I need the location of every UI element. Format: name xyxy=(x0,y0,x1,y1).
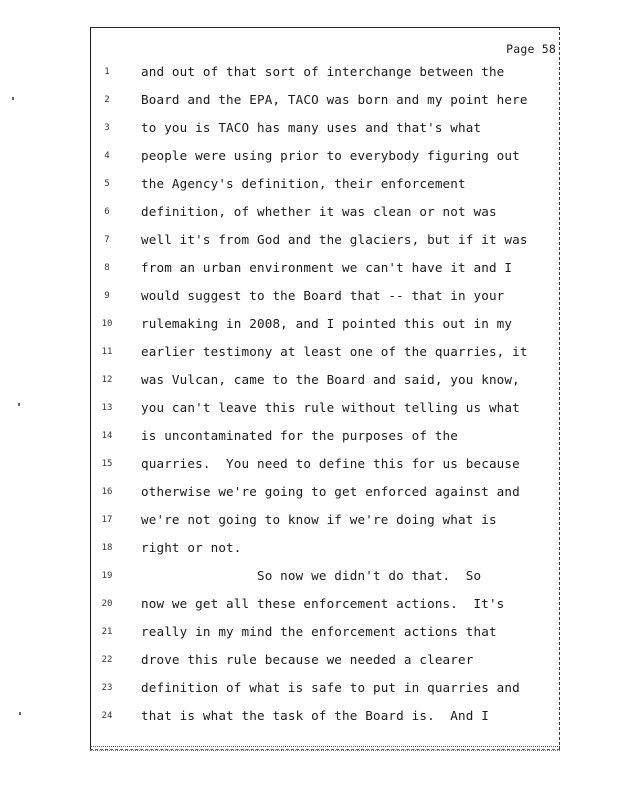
transcript-line xyxy=(0,562,618,590)
line-text: otherwise we're going to get enforced against and xyxy=(141,484,520,499)
transcript-line xyxy=(0,282,618,310)
transcript-line xyxy=(0,422,618,450)
line-text: definition of what is safe to put in quarries and xyxy=(141,680,520,695)
scan-speck xyxy=(18,403,20,406)
line-text: is uncontaminated for the purposes of the xyxy=(141,428,459,443)
line-number: 17 xyxy=(101,515,113,525)
line-number: 21 xyxy=(101,627,113,637)
line-text: rulemaking in 2008, and I pointed this out in my xyxy=(141,316,513,331)
line-text: drove this rule because we needed a clearer xyxy=(141,652,474,667)
transcript-line xyxy=(0,310,618,338)
transcript-line xyxy=(0,114,618,142)
line-number: 24 xyxy=(101,711,113,721)
line-number: 6 xyxy=(104,207,110,217)
line-text: that is what the task of the Board is. And I xyxy=(141,708,489,723)
transcript-line xyxy=(0,590,618,618)
line-text: right or not. xyxy=(141,540,242,555)
transcript-line xyxy=(0,506,618,534)
line-number: 12 xyxy=(101,375,113,385)
line-text: well it's from God and the glaciers, but if it was xyxy=(141,232,528,247)
transcript-line xyxy=(0,86,618,114)
line-text: the Agency's definition, their enforcement xyxy=(141,176,466,191)
line-number: 22 xyxy=(101,655,113,665)
transcript-line xyxy=(0,478,618,506)
line-text: we're not going to know if we're doing what is xyxy=(141,512,497,527)
line-text: from an urban environment we can't have it and I xyxy=(141,260,513,275)
line-number: 5 xyxy=(104,179,110,189)
line-text: earlier testimony at least one of the quarries, it xyxy=(141,344,528,359)
transcript-line xyxy=(0,450,618,478)
line-text: to you is TACO has many uses and that's what xyxy=(141,120,482,135)
line-text: really in my mind the enforcement actions that xyxy=(141,624,497,639)
line-number: 4 xyxy=(104,151,110,161)
transcript-line xyxy=(0,338,618,366)
line-text: definition, of whether it was clean or not was xyxy=(141,204,497,219)
scan-speck xyxy=(12,97,14,100)
line-number: 7 xyxy=(104,235,110,245)
transcript-line xyxy=(0,142,618,170)
line-number: 14 xyxy=(101,431,113,441)
scan-speck xyxy=(19,712,21,715)
line-text: and out of that sort of interchange between the xyxy=(141,64,505,79)
page-number: Page 58 xyxy=(506,42,556,56)
transcript-line xyxy=(0,702,618,730)
line-text: would suggest to the Board that -- that in your xyxy=(141,288,505,303)
transcript-line xyxy=(0,534,618,562)
transcript-line xyxy=(0,674,618,702)
line-text: So now we didn't do that. So xyxy=(141,568,482,583)
line-number: 9 xyxy=(104,291,110,301)
transcript-line xyxy=(0,58,618,86)
transcript-line xyxy=(0,226,618,254)
transcript-lines xyxy=(0,58,618,730)
transcript-line xyxy=(0,170,618,198)
line-number: 15 xyxy=(101,459,113,469)
line-number: 2 xyxy=(104,95,110,105)
line-number: 8 xyxy=(104,263,110,273)
line-number: 11 xyxy=(101,347,113,357)
line-number: 3 xyxy=(104,123,110,133)
line-number: 13 xyxy=(101,403,113,413)
transcript-line xyxy=(0,618,618,646)
line-number: 23 xyxy=(101,683,113,693)
line-number: 10 xyxy=(101,319,113,329)
line-text: people were using prior to everybody figuring out xyxy=(141,148,520,163)
transcript-line xyxy=(0,254,618,282)
bottom-rule xyxy=(90,746,560,751)
line-number: 18 xyxy=(101,543,113,553)
line-text: now we get all these enforcement actions. It's xyxy=(141,596,505,611)
transcript-line xyxy=(0,646,618,674)
line-number: 20 xyxy=(101,599,113,609)
line-text: quarries. You need to define this for us because xyxy=(141,456,520,471)
line-number: 1 xyxy=(104,67,110,77)
transcript-line xyxy=(0,394,618,422)
line-number: 19 xyxy=(101,571,113,581)
transcript-line xyxy=(0,366,618,394)
transcript-line xyxy=(0,198,618,226)
line-number: 16 xyxy=(101,487,113,497)
line-text: Board and the EPA, TACO was born and my point here xyxy=(141,92,528,107)
line-text: you can't leave this rule without telling us what xyxy=(141,400,520,415)
line-text: was Vulcan, came to the Board and said, you know, xyxy=(141,372,520,387)
